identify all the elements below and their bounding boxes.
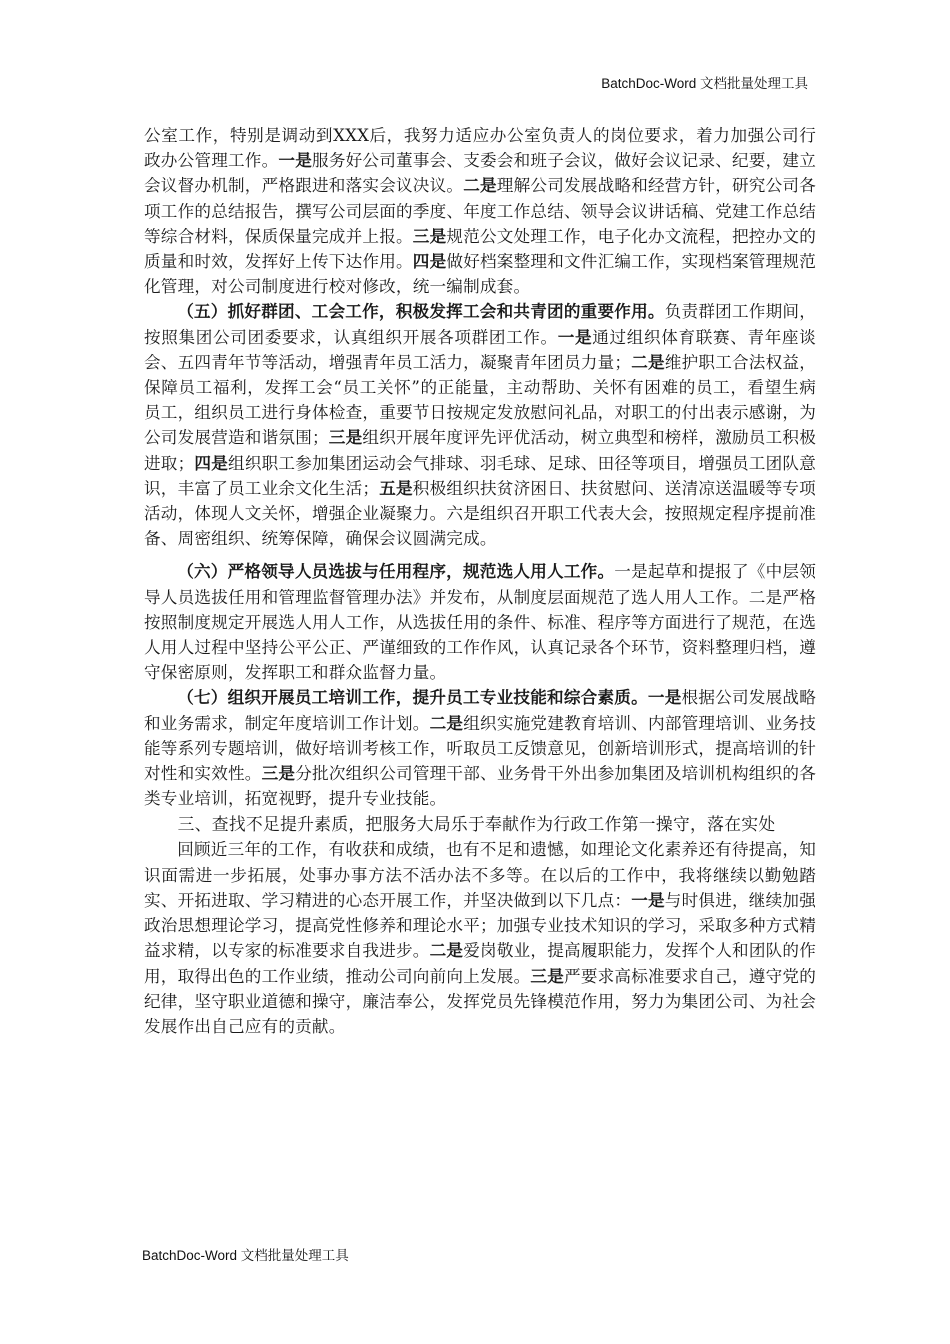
text-span: 规范公文处理工作，电子化办文流程，把控办文的质量和时效，发挥好上传下达作用。 — [144, 226, 816, 272]
text-span: 组织开展年度评先评优活动，树立典型和榜样，激励员工积极进取； — [144, 428, 816, 473]
section-heading: （七）组织开展员工培训工作，提升员工专业技能和综合素质。 — [177, 687, 648, 708]
bold-marker: 三是 — [530, 965, 565, 986]
bold-marker: 三是 — [328, 427, 363, 448]
section-heading: （五）抓好群团、工会工作，积极发挥工会和共青团的重要作用。 — [177, 301, 665, 322]
bold-marker: 二是 — [429, 940, 464, 961]
bold-marker: 一是 — [557, 326, 593, 347]
bold-marker: 四是 — [194, 452, 229, 473]
text-span: 分批次组织公司管理干部、业务骨干外出参加集团及培训机构组织的各类专业培训，拓宽视野，提升专业技能。 — [144, 764, 817, 809]
page-footer: BatchDoc-Word 文档批量处理工具 — [142, 1248, 349, 1263]
paragraph-group-work — [144, 299, 816, 551]
text-span: 爱岗敬业，提高履职能力，发挥个人和团队的作用，取得出色的工作业绩，推动公司向前向上发展。 — [144, 941, 817, 986]
paragraph-selection — [144, 559, 816, 685]
text-span: 负责群团工作期间，按照集团公司团委要求，认真组织开展各项群团工作。 — [144, 302, 816, 347]
text-span: 做好档案整理和文件汇编工作，实现档案管理规范化管理，对公司制度进行校对修改，统一编制成套。 — [144, 252, 816, 297]
paragraph-review — [144, 837, 816, 1039]
bold-marker: 五是 — [379, 477, 413, 498]
text-span: 回顾近三年的工作，有收获和成绩，也有不足和遗憾，如理论文化素养还有待提高，知识面需进一步拓展，处事办事方法不活办法不多等。在以后的工作中，我将继续以勤勉踏实、开拓进取、学习精进的心态开展工作，并坚决做到以下几点： — [144, 840, 816, 910]
text-span: 与时俱进，继续加强政治思想理论学习，提高党性修养和理论水平；加强专业技术知识的学习，采取多种方式精益求精，以专家的标准要求自我进步。 — [144, 890, 816, 961]
text-span: 积极组织扶贫济困日、扶贫慰问、送清凉送温暖等专项活动，体现人文关怀，增强企业凝聚力。六是组织召开职工代表大会，按照规定程序提前准备、周密组织、统筹保障，确保会议圆满完成。 — [144, 478, 816, 549]
document-body — [144, 123, 816, 1039]
section-heading: （六）严格领导人员选拔与任用程序，规范选人用人工作。 — [177, 561, 615, 582]
text-span: 服务好公司董事会、支委会和班子会议，做好会议记录、纪要，建立会议督办机制，严格跟进和落实会议决议。 — [144, 151, 817, 196]
text-span: 组织实施党建教育培训、内部管理培训、业务技能等系列专题培训，做好培训考核工作，听取员工反馈意见，创新培训形式，提高培训的针对性和实效性。 — [144, 713, 817, 784]
text-span: 通过组织体育联赛、青年座谈会、五四青年节等活动，增强青年员工活力，凝聚青年团员力量； — [144, 327, 816, 372]
bold-marker: 一是 — [631, 889, 665, 910]
text-span: 公室工作，特别是调动到XXX后，我努力适应办公室负责人的岗位要求，着力加强公司行政办公管理工作。 — [144, 126, 816, 171]
bold-marker: 四是 — [412, 251, 447, 272]
paragraph-office-work — [144, 123, 816, 299]
bold-marker: 二是 — [463, 175, 497, 196]
text-span: 一是起草和提报了《中层领导人员选拔任用和管理监督管理办法》并发布，从制度层面规范了选人用人工作。二是严格按照制度规定开展选人用人工作，从选拔任用的条件、标准、程序等方面进行了规范，在选人用人过程中坚持公平公正、严谨细致的工作作风，认真记录各个环节，资料整理归档，遵守保密原则，发挥职工和群众监督力量。 — [144, 562, 816, 683]
bold-marker: 三是 — [261, 763, 296, 784]
chapter-heading: 三、查找不足提升素质，把服务大局乐于奉献作为行政工作第一操守，落在实处 — [177, 814, 776, 835]
bold-marker: 三是 — [412, 225, 447, 246]
text-span: 组织职工参加集团运动会气排球、羽毛球、足球、田径等项目，增强员工团队意识，丰富了员工业余文化生活； — [144, 453, 816, 498]
paragraph-training — [144, 685, 816, 811]
text-span: 严要求高标准要求自己，遵守党的纪律，坚守职业道德和操守，廉洁奉公，发挥党员先锋模范作用，努力为集团公司、为社会发展作出自己应有的贡献。 — [144, 966, 817, 1036]
bold-marker: 二是 — [429, 712, 464, 733]
text-span: 理解公司发展战略和经营方针，研究公司各项工作的总结报告，撰写公司层面的季度、年度工作总结、领导会议讲话稿、党建工作总结等综合材料，保质保量完成并上报。 — [144, 176, 816, 246]
page-header: BatchDoc-Word 文档批量处理工具 — [601, 76, 808, 91]
bold-marker: 一是 — [647, 687, 682, 708]
bold-marker: 二是 — [631, 351, 665, 372]
text-span: 维护职工合法权益，保障员工福利，发挥工会“员工关怀”的正能量，主动帮助、关怀有困难的员工，看望生病员工，组织员工进行身体检查，重要节日按规定发放慰问礼品，对职工的付出表示感谢，为公司发展营造和谐氛围； — [144, 352, 816, 448]
text-span: 根据公司发展战略和业务需求，制定年度培训工作计划。 — [144, 688, 816, 733]
bold-marker: 一是 — [278, 150, 313, 171]
